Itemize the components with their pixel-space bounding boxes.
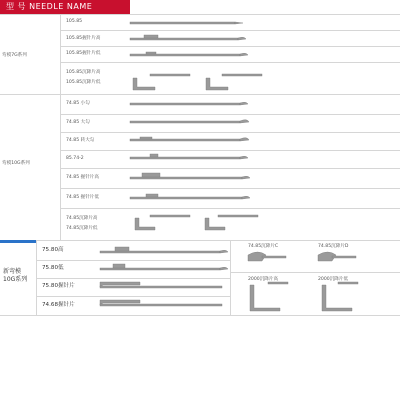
item-label: 105.85握针片低: [66, 51, 101, 56]
series-label: 弯模10G系列: [2, 161, 30, 166]
item-label: 74.85沉降片高: [66, 216, 98, 221]
item-label: 74.85 握针片高: [66, 175, 99, 180]
page-title: 型 号 NEEDLE NAME: [0, 0, 130, 14]
item-label: 74.85沉降片低: [66, 226, 98, 231]
item-label: 74.85 小勾: [66, 101, 90, 106]
item-label: 75.80低: [42, 265, 64, 271]
series-label: 弯模7G系列: [2, 53, 27, 58]
item-label: 74.85沉降片D: [318, 244, 349, 249]
item-label: 2000沉降片低: [318, 277, 349, 282]
item-label: 74.85 握针片低: [66, 195, 99, 200]
item-label: 74.85沉降片C: [248, 244, 279, 249]
item-label: 105.85握针片高: [66, 36, 101, 41]
item-label: 75.80握针片: [42, 283, 75, 289]
series-label: 新弯模 10G系列: [3, 268, 28, 283]
item-label: 74.85 转大勾: [66, 138, 95, 143]
item-label: 2000沉降片高: [248, 277, 279, 282]
item-label: 105.85沉降片低: [66, 80, 101, 85]
item-label: 105.85沉降片高: [66, 70, 101, 75]
item-label: 75.80高: [42, 247, 64, 253]
item-label: 105.85: [66, 19, 83, 24]
item-label: 74.68握针片: [42, 302, 75, 308]
item-label: 85.74-2: [66, 156, 84, 161]
item-label: 74.85 大勾: [66, 120, 90, 125]
